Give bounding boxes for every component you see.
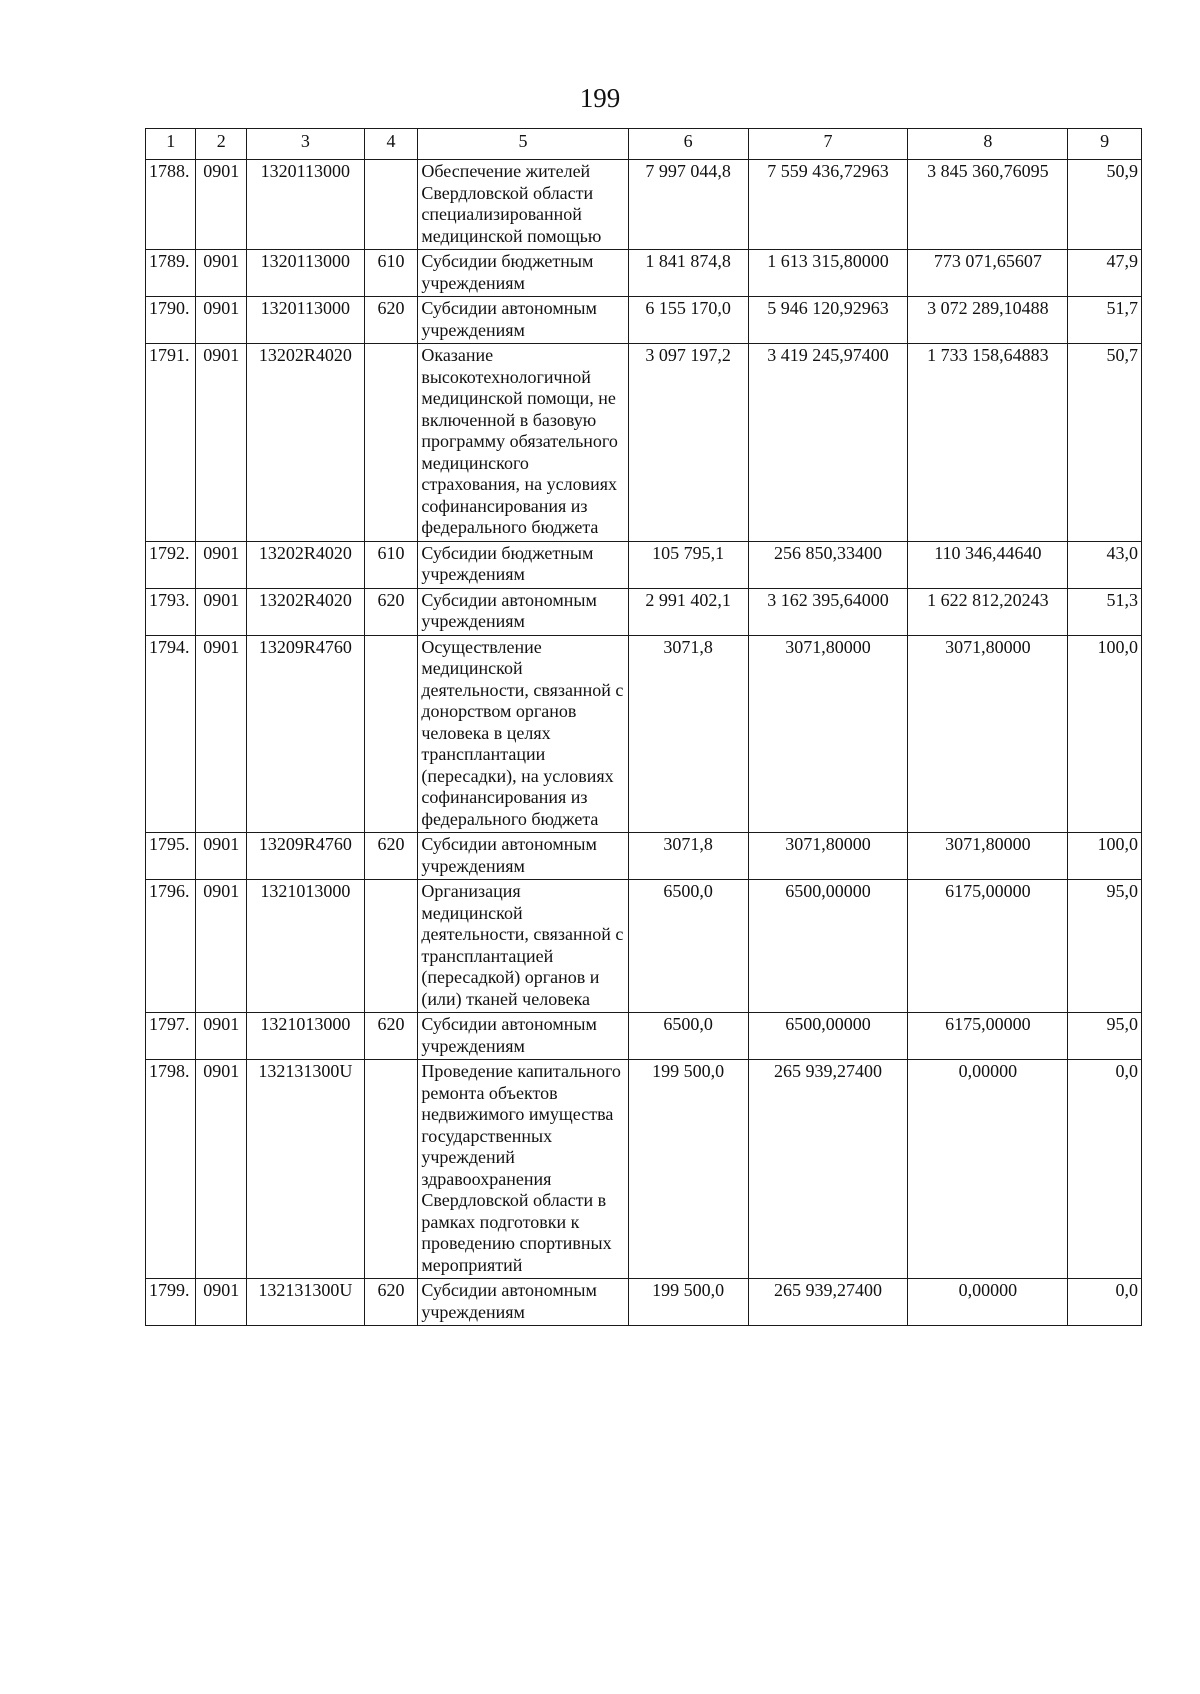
refined-amount: 6500,00000 <box>748 880 908 1013</box>
row-number: 1799. <box>146 1279 196 1326</box>
description: Субсидии бюджетным учреждениям <box>418 541 628 588</box>
refined-amount: 265 939,27400 <box>748 1279 908 1326</box>
header-cell-4: 4 <box>364 129 418 160</box>
table-row <box>146 297 1142 344</box>
section-code: 0901 <box>196 1279 246 1326</box>
description: Оказание высокотехнологичной медицинской помощи, не включенной в базовую программу обязательного медицинского страхования, на условиях софинансирования из федерального бюджета <box>418 344 628 542</box>
executed-amount: 3071,80000 <box>908 833 1068 880</box>
expense-type-code: 620 <box>364 1013 418 1060</box>
target-article-code: 13202R4020 <box>246 344 364 542</box>
target-article-code: 1321013000 <box>246 1013 364 1060</box>
row-number: 1798. <box>146 1060 196 1279</box>
table-row <box>146 635 1142 833</box>
section-code: 0901 <box>196 588 246 635</box>
table-body <box>146 160 1142 1326</box>
table-row <box>146 1060 1142 1279</box>
target-article-code: 13209R4760 <box>246 635 364 833</box>
description: Субсидии автономным учреждениям <box>418 297 628 344</box>
header-cell-1: 1 <box>146 129 196 160</box>
budget-table <box>145 128 1142 1326</box>
approved-amount: 105 795,1 <box>628 541 748 588</box>
section-code: 0901 <box>196 250 246 297</box>
execution-percent: 100,0 <box>1068 833 1142 880</box>
section-code: 0901 <box>196 635 246 833</box>
executed-amount: 1 733 158,64883 <box>908 344 1068 542</box>
executed-amount: 3071,80000 <box>908 635 1068 833</box>
expense-type-code <box>364 880 418 1013</box>
table-row <box>146 833 1142 880</box>
expense-type-code <box>364 635 418 833</box>
target-article-code: 132131300U <box>246 1060 364 1279</box>
target-article-code: 1320113000 <box>246 297 364 344</box>
executed-amount: 0,00000 <box>908 1279 1068 1326</box>
refined-amount: 3071,80000 <box>748 635 908 833</box>
target-article-code: 13209R4760 <box>246 833 364 880</box>
header-cell-2: 2 <box>196 129 246 160</box>
refined-amount: 256 850,33400 <box>748 541 908 588</box>
section-code: 0901 <box>196 297 246 344</box>
expense-type-code: 620 <box>364 1279 418 1326</box>
expense-type-code: 610 <box>364 541 418 588</box>
refined-amount: 1 613 315,80000 <box>748 250 908 297</box>
executed-amount: 6175,00000 <box>908 880 1068 1013</box>
row-number: 1791. <box>146 344 196 542</box>
expense-type-code: 620 <box>364 297 418 344</box>
row-number: 1795. <box>146 833 196 880</box>
refined-amount: 3071,80000 <box>748 833 908 880</box>
executed-amount: 110 346,44640 <box>908 541 1068 588</box>
approved-amount: 199 500,0 <box>628 1279 748 1326</box>
approved-amount: 199 500,0 <box>628 1060 748 1279</box>
approved-amount: 6500,0 <box>628 1013 748 1060</box>
refined-amount: 265 939,27400 <box>748 1060 908 1279</box>
description: Осуществление медицинской деятельности, связанной с донорством органов человека в целях трансплантации (пересадки), на условиях софинансирования из федерального бюджета <box>418 635 628 833</box>
approved-amount: 6500,0 <box>628 880 748 1013</box>
execution-percent: 0,0 <box>1068 1279 1142 1326</box>
approved-amount: 3071,8 <box>628 635 748 833</box>
target-article-code: 1320113000 <box>246 250 364 297</box>
refined-amount: 6500,00000 <box>748 1013 908 1060</box>
target-article-code: 132131300U <box>246 1279 364 1326</box>
execution-percent: 0,0 <box>1068 1060 1142 1279</box>
target-article-code: 1320113000 <box>246 160 364 250</box>
row-number: 1794. <box>146 635 196 833</box>
execution-percent: 95,0 <box>1068 1013 1142 1060</box>
execution-percent: 50,7 <box>1068 344 1142 542</box>
execution-percent: 100,0 <box>1068 635 1142 833</box>
refined-amount: 7 559 436,72963 <box>748 160 908 250</box>
table-header <box>146 129 1142 160</box>
section-code: 0901 <box>196 880 246 1013</box>
expense-type-code <box>364 160 418 250</box>
header-cell-9: 9 <box>1068 129 1142 160</box>
execution-percent: 95,0 <box>1068 880 1142 1013</box>
header-cell-7: 7 <box>748 129 908 160</box>
description: Организация медицинской деятельности, связанной с трансплантацией (пересадкой) органов и (или) тканей человека <box>418 880 628 1013</box>
execution-percent: 51,3 <box>1068 588 1142 635</box>
row-number: 1793. <box>146 588 196 635</box>
target-article-code: 1321013000 <box>246 880 364 1013</box>
row-number: 1796. <box>146 880 196 1013</box>
table-row <box>146 541 1142 588</box>
execution-percent: 51,7 <box>1068 297 1142 344</box>
table-row <box>146 160 1142 250</box>
table-row <box>146 1279 1142 1326</box>
table-row <box>146 880 1142 1013</box>
target-article-code: 13202R4020 <box>246 541 364 588</box>
description: Субсидии бюджетным учреждениям <box>418 250 628 297</box>
row-number: 1797. <box>146 1013 196 1060</box>
header-cell-8: 8 <box>908 129 1068 160</box>
execution-percent: 47,9 <box>1068 250 1142 297</box>
executed-amount: 773 071,65607 <box>908 250 1068 297</box>
approved-amount: 7 997 044,8 <box>628 160 748 250</box>
target-article-code: 13202R4020 <box>246 588 364 635</box>
table-row <box>146 1013 1142 1060</box>
executed-amount: 1 622 812,20243 <box>908 588 1068 635</box>
section-code: 0901 <box>196 833 246 880</box>
section-code: 0901 <box>196 344 246 542</box>
header-row <box>146 129 1142 160</box>
description: Субсидии автономным учреждениям <box>418 588 628 635</box>
approved-amount: 3 097 197,2 <box>628 344 748 542</box>
expense-type-code: 620 <box>364 588 418 635</box>
expense-type-code: 610 <box>364 250 418 297</box>
table-row <box>146 250 1142 297</box>
section-code: 0901 <box>196 1013 246 1060</box>
header-cell-6: 6 <box>628 129 748 160</box>
row-number: 1788. <box>146 160 196 250</box>
approved-amount: 1 841 874,8 <box>628 250 748 297</box>
refined-amount: 3 162 395,64000 <box>748 588 908 635</box>
expense-type-code: 620 <box>364 833 418 880</box>
expense-type-code <box>364 1060 418 1279</box>
section-code: 0901 <box>196 541 246 588</box>
refined-amount: 5 946 120,92963 <box>748 297 908 344</box>
description: Субсидии автономным учреждениям <box>418 833 628 880</box>
section-code: 0901 <box>196 160 246 250</box>
executed-amount: 6175,00000 <box>908 1013 1068 1060</box>
row-number: 1790. <box>146 297 196 344</box>
description: Обеспечение жителей Свердловской области специализированной медицинской помощью <box>418 160 628 250</box>
section-code: 0901 <box>196 1060 246 1279</box>
description: Субсидии автономным учреждениям <box>418 1013 628 1060</box>
page-number: 199 <box>579 83 621 113</box>
description: Субсидии автономным учреждениям <box>418 1279 628 1326</box>
executed-amount: 0,00000 <box>908 1060 1068 1279</box>
table-row <box>146 344 1142 542</box>
expense-type-code <box>364 344 418 542</box>
description: Проведение капитального ремонта объектов недвижимого имущества государственных учреждений здравоохранения Свердловской области в рамках подготовки к проведению спортивных мероприятий <box>418 1060 628 1279</box>
header-cell-5: 5 <box>418 129 628 160</box>
executed-amount: 3 845 360,76095 <box>908 160 1068 250</box>
header-cell-3: 3 <box>246 129 364 160</box>
approved-amount: 2 991 402,1 <box>628 588 748 635</box>
refined-amount: 3 419 245,97400 <box>748 344 908 542</box>
execution-percent: 50,9 <box>1068 160 1142 250</box>
approved-amount: 6 155 170,0 <box>628 297 748 344</box>
row-number: 1789. <box>146 250 196 297</box>
row-number: 1792. <box>146 541 196 588</box>
execution-percent: 43,0 <box>1068 541 1142 588</box>
executed-amount: 3 072 289,10488 <box>908 297 1068 344</box>
approved-amount: 3071,8 <box>628 833 748 880</box>
table-row <box>146 588 1142 635</box>
